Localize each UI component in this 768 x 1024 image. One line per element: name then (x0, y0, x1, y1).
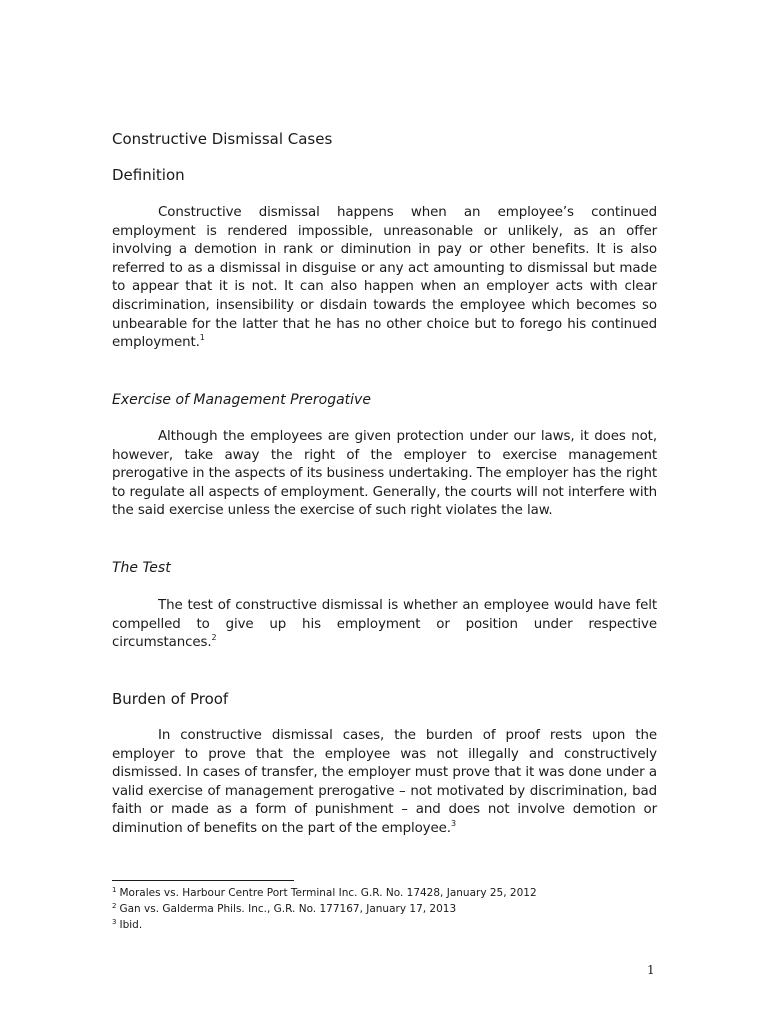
footnote-ref: 3 (450, 818, 456, 828)
footnote-ref: 1 (199, 333, 205, 343)
page-number: 1 (647, 963, 655, 977)
section-heading-management-prerogative: Exercise of Management Prerogative (112, 392, 371, 408)
footnote-text: Morales vs. Harbour Centre Port Terminal Inc. G.R. No. 17428, January 25, 2012 (119, 887, 537, 899)
footnote-text: Ibid. (119, 919, 143, 931)
footnote-item (112, 901, 657, 917)
footnote-number: 3 (112, 918, 117, 926)
paragraph-text: In constructive dismissal cases, the burden of proof rests upon the employer to prove that the employee was not illegally and constructively dismissed. In cases of transfer, the employer must prove that it was done under a valid exercise of management prerogative – not motivated by discrimination, bad faith or made as a form of punishment – and does not involve demotion or diminution of benefits on the part of the employee. (112, 728, 657, 836)
footnote-separator (112, 880, 294, 881)
paragraph-text: The test of constructive dismissal is whether an employee would have felt compelled to give up his employment or position under respective circumstances. (112, 598, 657, 651)
paragraph-burden-of-proof (112, 727, 657, 839)
paragraph-management-prerogative (112, 428, 657, 521)
section-heading-burden-of-proof: Burden of Proof (112, 690, 229, 708)
section-heading-definition: Definition (112, 166, 185, 184)
footnote-item (112, 885, 657, 901)
section-heading-the-test: The Test (112, 560, 171, 576)
paragraph-text: Although the employees are given protection under our laws, it does not, however, take away the right of the employer to exercise management prerogative in the aspects of its business undertaking. The employer has the right to regulate all aspects of employment. Generally, the courts will not interfere with the said exercise unless the exercise of such right violates the law. (112, 429, 657, 519)
footnotes-list (112, 885, 657, 933)
footnote-text: Gan vs. Galderma Phils. Inc., G.R. No. 177167, January 17, 2013 (119, 903, 457, 915)
footnote-ref: 2 (211, 633, 217, 643)
paragraph-text: Constructive dismissal happens when an employee’s continued employment is rendered impossible, unreasonable or unlikely, as an offer involving a demotion in rank or diminution in pay or other benefits. It is also referred to as a dismissal in disguise or any act amounting to dismissal but made to appear that it is not. It can also happen when an employer acts with clear discrimination, insensibility or disdain towards the employee which becomes so unbearable for the latter that he has no other choice but to forego his continued employment. (112, 205, 657, 351)
footnote-number: 1 (112, 886, 117, 894)
paragraph-definition (112, 204, 657, 353)
paragraph-the-test (112, 597, 657, 653)
footnote-item (112, 917, 657, 933)
document-title: Constructive Dismissal Cases (112, 130, 333, 148)
document-page (112, 0, 657, 1024)
footnote-number: 2 (112, 902, 117, 910)
